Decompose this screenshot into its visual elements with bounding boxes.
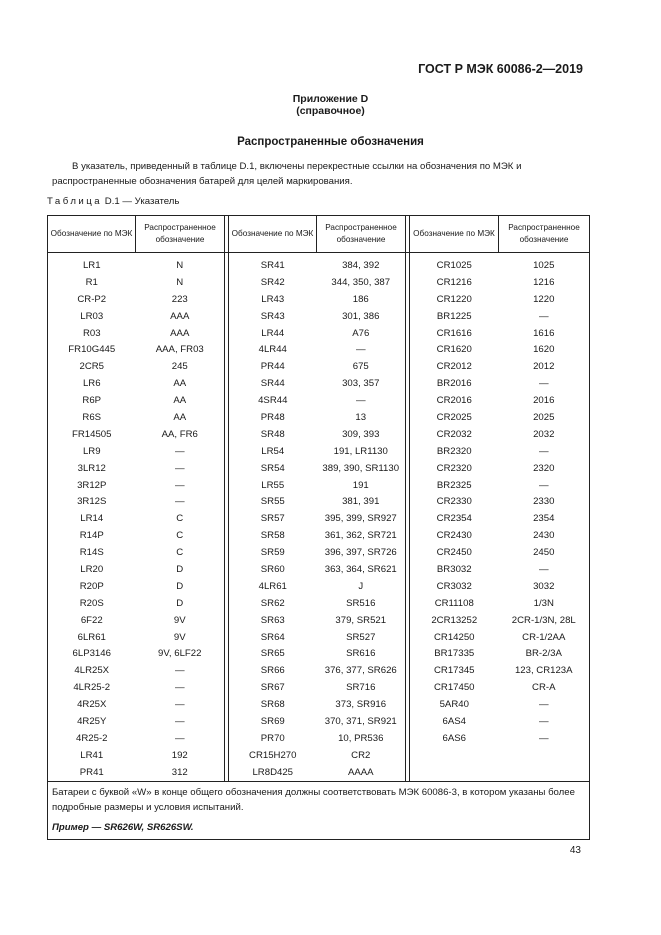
cell-iec-designation: LR44 [229,325,317,342]
cell-iec-designation: BR2325 [410,477,499,494]
cell-common-designation: CR2 [317,747,406,764]
cell-iec-designation: BR1225 [410,308,499,325]
cell-iec-designation: R1 [48,274,136,291]
cell-iec-designation: CR2012 [410,358,499,375]
cell-common-designation: 301, 386 [317,308,406,325]
cell-iec-designation: 4LR25X [48,662,136,679]
cell-common-designation: AA [136,375,225,392]
table-row [48,510,590,527]
appendix-title: Приложение D [292,93,369,105]
cell-iec-designation: SR59 [229,544,317,561]
cell-common-designation: C [136,544,225,561]
cell-iec-designation: 3R12P [48,477,136,494]
cell-iec-designation: SR65 [229,645,317,662]
column-header-common: Распространенное обозначение [317,216,406,253]
cell-common-designation: — [499,696,590,713]
cell-common-designation: 675 [317,358,406,375]
cell-iec-designation: CR11108 [410,595,499,612]
cell-iec-designation: CR17450 [410,679,499,696]
cell-common-designation: N [136,274,225,291]
table-row [48,325,590,342]
cell-common-designation: — [136,662,225,679]
cell-iec-designation: 2CR13252 [410,612,499,629]
cell-common-designation: AA [136,409,225,426]
table-row [48,629,590,646]
table-row [48,612,590,629]
cell-common-designation: 379, SR521 [317,612,406,629]
cell-iec-designation: SR55 [229,493,317,510]
cell-iec-designation: LR9 [48,443,136,460]
cell-iec-designation: SR42 [229,274,317,291]
table-note-row [48,781,590,839]
cell-common-designation: — [136,443,225,460]
cell-iec-designation: SR58 [229,527,317,544]
cell-common-designation: — [136,713,225,730]
cell-iec-designation: CR2032 [410,426,499,443]
cell-iec-designation: SR63 [229,612,317,629]
cell-iec-designation: LR55 [229,477,317,494]
cell-common-designation: 2320 [499,460,590,477]
cell-common-designation: 191 [317,477,406,494]
table-row [48,561,590,578]
cell-common-designation: — [499,561,590,578]
table-row [48,578,590,595]
cell-common-designation: 361, 362, SR721 [317,527,406,544]
cell-iec-designation: SR43 [229,308,317,325]
cell-common-designation: BR-2/3A [499,645,590,662]
cell-iec-designation: SR67 [229,679,317,696]
table-row [48,713,590,730]
cell-iec-designation: SR57 [229,510,317,527]
table-row [48,291,590,308]
cell-iec-designation: 4SR44 [229,392,317,409]
cell-iec-designation: CR2330 [410,493,499,510]
cell-common-designation: 9V [136,612,225,629]
cell-iec-designation: CR14250 [410,629,499,646]
cell-common-designation: 309, 393 [317,426,406,443]
cell-iec-designation: R14S [48,544,136,561]
note-example: Пример — SR626W, SR626SW. [52,821,194,833]
cell-iec-designation: BR2320 [410,443,499,460]
cell-common-designation: D [136,595,225,612]
cell-common-designation: 13 [317,409,406,426]
cell-common-designation: 2430 [499,527,590,544]
cell-iec-designation: CR2450 [410,544,499,561]
cell-common-designation: 1620 [499,341,590,358]
cell-common-designation: 312 [136,764,225,781]
cell-iec-designation: SR41 [229,253,317,274]
cell-iec-designation: 3LR12 [48,460,136,477]
table-row [48,544,590,561]
cell-iec-designation: CR2320 [410,460,499,477]
cell-common-designation: — [499,308,590,325]
cell-iec-designation: LR1 [48,253,136,274]
cell-common-designation: SR716 [317,679,406,696]
cell-common-designation: N [136,253,225,274]
cell-iec-designation: 4LR61 [229,578,317,595]
cell-iec-designation [410,764,499,781]
cell-iec-designation: FR10G445 [48,341,136,358]
cell-common-designation: — [136,477,225,494]
cell-iec-designation: CR2354 [410,510,499,527]
cell-common-designation: — [136,679,225,696]
cell-iec-designation: SR62 [229,595,317,612]
table-note [48,781,590,839]
cell-iec-designation: 4R25X [48,696,136,713]
cell-common-designation: 381, 391 [317,493,406,510]
table-row [48,493,590,510]
cell-common-designation: 370, 371, SR921 [317,713,406,730]
cell-iec-designation: LR03 [48,308,136,325]
cell-iec-designation: CR-P2 [48,291,136,308]
table-row [48,662,590,679]
cell-common-designation: — [499,730,590,747]
table-row [48,527,590,544]
cell-iec-designation: LR41 [48,747,136,764]
cell-iec-designation: R20P [48,578,136,595]
cell-common-designation: 363, 364, SR621 [317,561,406,578]
cell-common-designation: — [499,443,590,460]
table-row [48,730,590,747]
cell-common-designation: — [136,460,225,477]
cell-common-designation: 384, 392 [317,253,406,274]
cell-common-designation: 1616 [499,325,590,342]
cell-iec-designation: 6F22 [48,612,136,629]
cell-common-designation: 123, CR123A [499,662,590,679]
cell-iec-designation: 4R25-2 [48,730,136,747]
cell-iec-designation: CR1620 [410,341,499,358]
cell-iec-designation: LR6 [48,375,136,392]
cell-common-designation: SR516 [317,595,406,612]
cell-iec-designation: 6AS6 [410,730,499,747]
cell-iec-designation: SR66 [229,662,317,679]
table-row [48,274,590,291]
table-row [48,595,590,612]
table-row [48,696,590,713]
cell-iec-designation: CR17345 [410,662,499,679]
cell-common-designation: 186 [317,291,406,308]
cell-common-designation: 2032 [499,426,590,443]
cell-iec-designation: CR15H270 [229,747,317,764]
cell-common-designation: AAA [136,325,225,342]
cell-common-designation [499,764,590,781]
cell-common-designation: 395, 399, SR927 [317,510,406,527]
cell-common-designation: 10, PR536 [317,730,406,747]
cell-iec-designation: R6S [48,409,136,426]
cell-iec-designation: SR64 [229,629,317,646]
cell-iec-designation: BR3032 [410,561,499,578]
cell-common-designation: 191, LR1130 [317,443,406,460]
cell-iec-designation: CR2025 [410,409,499,426]
cell-common-designation: 1/3N [499,595,590,612]
cell-common-designation: AA, FR6 [136,426,225,443]
cell-common-designation: 1216 [499,274,590,291]
cell-iec-designation: R03 [48,325,136,342]
cell-common-designation: 2354 [499,510,590,527]
cell-iec-designation: 3R12S [48,493,136,510]
cell-common-designation: SR616 [317,645,406,662]
cell-common-designation: C [136,510,225,527]
table-row [48,679,590,696]
column-header-iec: Обозначение по МЭК [48,216,136,253]
cell-common-designation: 396, 397, SR726 [317,544,406,561]
cell-common-designation: CR-A [499,679,590,696]
cell-common-designation: J [317,578,406,595]
section-title: Распространенные обозначения [237,136,424,148]
table-header-row [48,216,590,253]
index-table [47,215,590,840]
cell-iec-designation: 6LR61 [48,629,136,646]
note-text: Батареи с буквой «W» в конце общего обозначения должны соответствовать МЭК 60086-3, в котором указаны более подробные размеры и условия испытаний. [52,786,575,813]
cell-common-designation: 303, 357 [317,375,406,392]
cell-iec-designation: CR2016 [410,392,499,409]
cell-iec-designation: CR1616 [410,325,499,342]
table-row [48,764,590,781]
table-row [48,308,590,325]
cell-common-designation: 2025 [499,409,590,426]
table-row [48,460,590,477]
cell-iec-designation: BR17335 [410,645,499,662]
cell-iec-designation: CR1220 [410,291,499,308]
table-body [48,253,590,782]
cell-iec-designation: SR60 [229,561,317,578]
cell-common-designation: — [499,713,590,730]
table-row [48,747,590,764]
table-row [48,375,590,392]
cell-iec-designation: LR8D425 [229,764,317,781]
cell-iec-designation: CR3032 [410,578,499,595]
document-header: ГОСТ Р МЭК 60086-2—2019 [418,62,583,76]
cell-common-designation: 2012 [499,358,590,375]
table-row [48,392,590,409]
table-row [48,443,590,460]
column-header-common: Распространенное обозначение [136,216,225,253]
cell-common-designation: 9V, 6LF22 [136,645,225,662]
cell-iec-designation: LR20 [48,561,136,578]
table-row [48,341,590,358]
cell-common-designation: — [499,477,590,494]
cell-common-designation: 3032 [499,578,590,595]
table-row [48,426,590,443]
cell-iec-designation: FR14505 [48,426,136,443]
cell-common-designation: — [317,341,406,358]
cell-common-designation: 2CR-1/3N, 28L [499,612,590,629]
appendix-subtitle: (справочное) [296,105,365,117]
cell-iec-designation: CR1216 [410,274,499,291]
cell-common-designation: CR-1/2AA [499,629,590,646]
cell-common-designation: A76 [317,325,406,342]
cell-iec-designation: 2CR5 [48,358,136,375]
table-caption-label: Таблица [47,196,103,207]
cell-iec-designation: R6P [48,392,136,409]
cell-common-designation: 2450 [499,544,590,561]
table-row [48,253,590,274]
cell-iec-designation: 4LR25-2 [48,679,136,696]
cell-common-designation: AAAA [317,764,406,781]
cell-common-designation: 2016 [499,392,590,409]
cell-iec-designation: PR41 [48,764,136,781]
cell-common-designation [499,747,590,764]
column-header-iec: Обозначение по МЭК [229,216,317,253]
cell-common-designation: 376, 377, SR626 [317,662,406,679]
cell-common-designation: 223 [136,291,225,308]
cell-common-designation: 344, 350, 387 [317,274,406,291]
cell-iec-designation: 6AS4 [410,713,499,730]
cell-iec-designation: 5AR40 [410,696,499,713]
cell-common-designation: D [136,578,225,595]
cell-common-designation: SR527 [317,629,406,646]
cell-common-designation: — [136,696,225,713]
cell-common-designation: 2330 [499,493,590,510]
cell-iec-designation: SR54 [229,460,317,477]
table-caption-text: D.1 — Указатель [104,196,180,207]
cell-common-designation: — [136,493,225,510]
cell-iec-designation: BR2016 [410,375,499,392]
cell-common-designation: 192 [136,747,225,764]
cell-common-designation: AA [136,392,225,409]
cell-iec-designation: CR2430 [410,527,499,544]
cell-common-designation: 373, SR916 [317,696,406,713]
cell-iec-designation: 6LP3146 [48,645,136,662]
cell-common-designation: 389, 390, SR1130 [317,460,406,477]
intro-paragraph: В указатель, приведенный в таблице D.1, включены перекрестные ссылки на обозначения по МЭК и распространенные обозначения батарей для целей маркирования. [52,161,522,187]
cell-iec-designation: R14P [48,527,136,544]
cell-iec-designation: LR54 [229,443,317,460]
cell-iec-designation: R20S [48,595,136,612]
cell-iec-designation: SR44 [229,375,317,392]
cell-common-designation: 9V [136,629,225,646]
cell-iec-designation: LR14 [48,510,136,527]
cell-iec-designation [410,747,499,764]
column-header-common: Распространенное обозначение [499,216,590,253]
cell-iec-designation: PR44 [229,358,317,375]
cell-iec-designation: CR1025 [410,253,499,274]
table-row [48,477,590,494]
cell-common-designation: D [136,561,225,578]
page-number: 43 [569,845,581,856]
cell-iec-designation: SR48 [229,426,317,443]
cell-common-designation: AAA [136,308,225,325]
cell-common-designation: 1220 [499,291,590,308]
table-caption [47,196,179,207]
cell-iec-designation: SR69 [229,713,317,730]
cell-iec-designation: 4LR44 [229,341,317,358]
cell-common-designation: 1025 [499,253,590,274]
cell-common-designation: AAA, FR03 [136,341,225,358]
cell-iec-designation: PR48 [229,409,317,426]
cell-iec-designation: 4R25Y [48,713,136,730]
cell-common-designation: — [317,392,406,409]
cell-iec-designation: LR43 [229,291,317,308]
cell-common-designation: — [136,730,225,747]
cell-common-designation: — [499,375,590,392]
column-header-iec: Обозначение по МЭК [410,216,499,253]
table-row [48,645,590,662]
table-row [48,358,590,375]
cell-common-designation: C [136,527,225,544]
table-row [48,409,590,426]
cell-iec-designation: PR70 [229,730,317,747]
cell-common-designation: 245 [136,358,225,375]
cell-iec-designation: SR68 [229,696,317,713]
